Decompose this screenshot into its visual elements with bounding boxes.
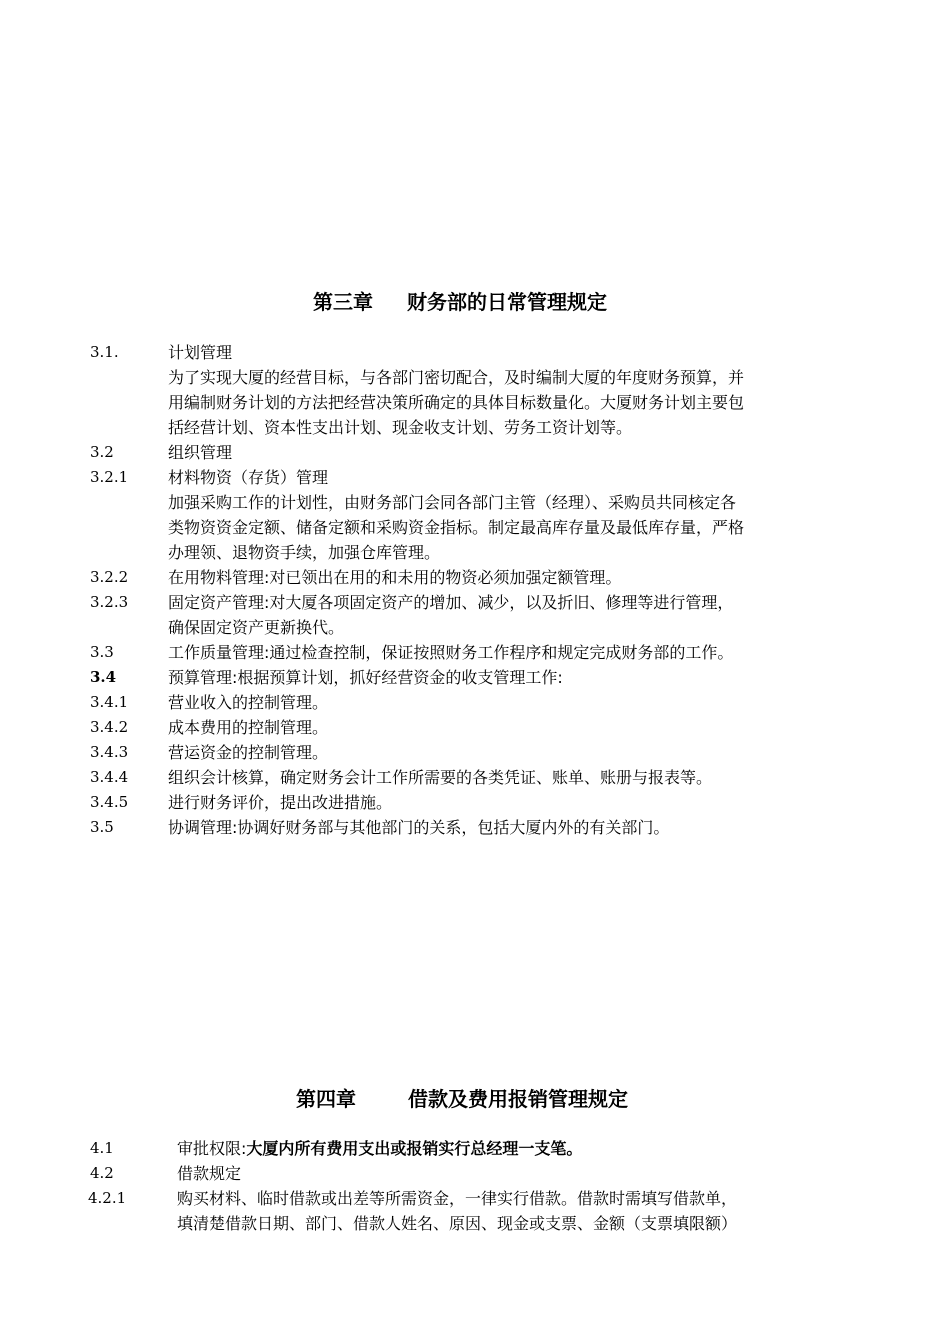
section-number: 3.5 <box>90 818 114 836</box>
section-text <box>177 1136 582 1161</box>
section-heading: 组织管理 <box>168 443 233 462</box>
section-number: 4.2.1 <box>88 1189 127 1207</box>
section-number: 3.4.3 <box>90 743 129 761</box>
chapter-4-label: 第四章 <box>296 1087 356 1111</box>
section-number: 3.4.1 <box>90 693 129 711</box>
paragraph-line: 为了实现大厦的经营目标，与各部门密切配合，及时编制大厦的年度财务预算，并 <box>168 368 745 387</box>
paragraph-line: 括经营计划、资本性支出计划、现金收支计划、劳务工资计划等。 <box>168 418 633 437</box>
paragraph-line: 办理领、退物资手续，加强仓库管理。 <box>168 543 441 562</box>
section-number: 3.2.2 <box>90 568 129 586</box>
chapter-4-heading <box>296 1087 628 1111</box>
section-text: 购买材料、临时借款或出差等所需资金，一律实行借款。借款时需填写借款单， <box>177 1189 738 1208</box>
section-heading: 借款规定 <box>177 1164 242 1183</box>
section-text: 工作质量管理:通过检查控制，保证按照财务工作程序和规定完成财务部的工作。 <box>168 643 734 662</box>
section-text: 在用物料管理:对已领出在用的和未用的物资必须加强定额管理。 <box>168 568 622 587</box>
paragraph-line: 类物资资金定额、储备定额和采购资金指标。制定最高库存量及最低库存量，严格 <box>168 518 745 537</box>
section-text: 营业收入的控制管理。 <box>168 693 329 712</box>
chapter-3-title: 财务部的日常管理规定 <box>407 290 607 314</box>
section-number: 3.2.3 <box>90 593 129 611</box>
section-number: 3.3 <box>90 643 114 661</box>
section-text: 填清楚借款日期、部门、借款人姓名、原因、现金或支票、金额（支票填限额） <box>177 1214 738 1233</box>
section-text: 组织会计核算，确定财务会计工作所需要的各类凭证、账单、账册与报表等。 <box>168 768 713 787</box>
section-heading: 材料物资（存货）管理 <box>168 468 329 487</box>
section-number: 3.4.4 <box>90 768 129 786</box>
section-number: 3.4.2 <box>90 718 129 736</box>
section-number: 3.4.5 <box>90 793 129 811</box>
section-label: 审批权限: <box>177 1139 247 1158</box>
section-heading: 计划管理 <box>168 343 233 362</box>
section-text: 协调管理:协调好财务部与其他部门的关系，包括大厦内外的有关部门。 <box>168 818 670 837</box>
section-emphasis: 大厦内所有费用支出或报销实行总经理一支笔。 <box>246 1139 583 1158</box>
chapter-3-heading <box>313 290 607 314</box>
section-number: 4.1 <box>90 1139 114 1157</box>
section-text: 营运资金的控制管理。 <box>168 743 329 762</box>
section-number: 3.2 <box>90 443 114 461</box>
paragraph-line: 加强采购工作的计划性，由财务部门会同各部门主管（经理）、采购员共同核定各 <box>168 493 737 512</box>
section-text: 预算管理:根据预算计划，抓好经营资金的收支管理工作: <box>168 668 563 687</box>
section-text: 固定资产管理:对大厦各项固定资产的增加、减少，以及折旧、修理等进行管理， <box>168 593 734 612</box>
paragraph-line: 用编制财务计划的方法把经营决策所确定的具体目标数量化。大厦财务计划主要包 <box>168 393 745 412</box>
section-number: 3.1. <box>90 343 119 361</box>
section-number: 4.2 <box>90 1164 114 1182</box>
chapter-3-label: 第三章 <box>313 290 373 314</box>
section-text: 确保固定资产更新换代。 <box>168 618 345 637</box>
section-number: 3.4 <box>90 668 117 686</box>
section-text: 成本费用的控制管理。 <box>168 718 329 737</box>
section-text: 进行财务评价，提出改进措施。 <box>168 793 393 812</box>
chapter-4-title: 借款及费用报销管理规定 <box>408 1087 628 1111</box>
section-number: 3.2.1 <box>90 468 129 486</box>
